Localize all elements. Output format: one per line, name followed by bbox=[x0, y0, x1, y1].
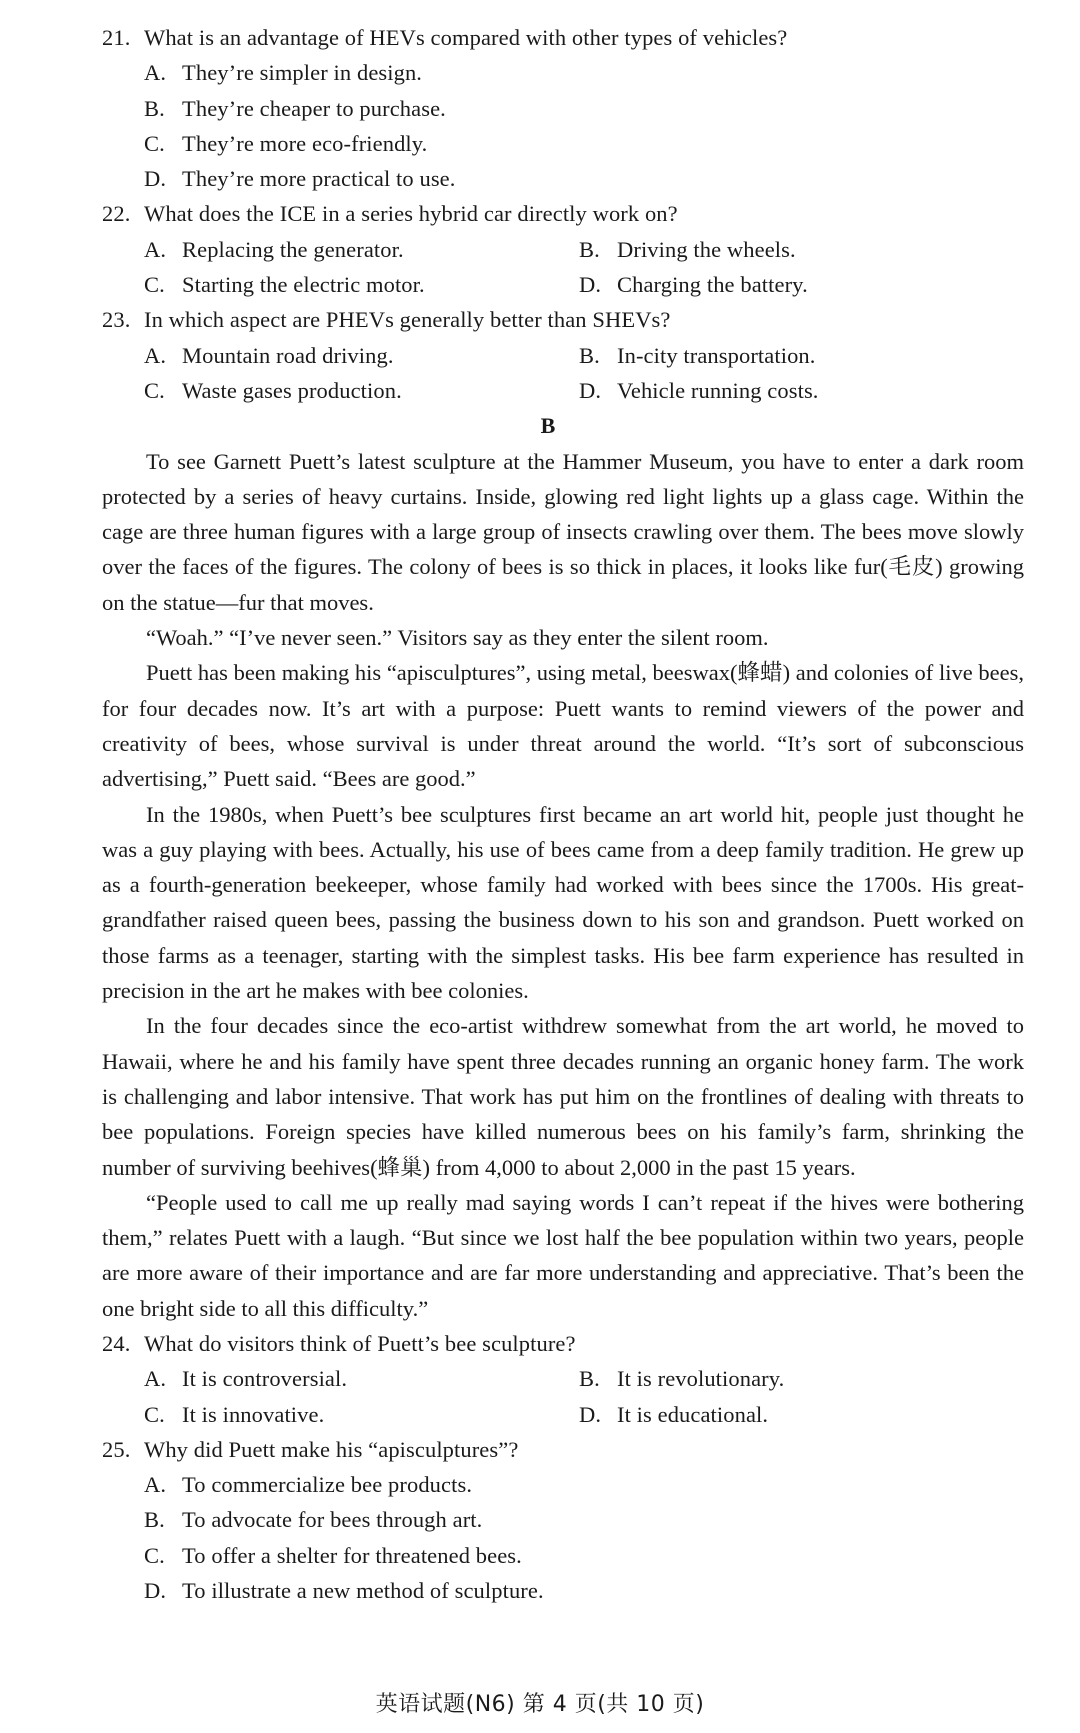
question-number: 25. bbox=[102, 1436, 131, 1462]
question-stem bbox=[102, 196, 1024, 231]
question-text: What do visitors think of Puett’s bee sculpture? bbox=[144, 1330, 576, 1356]
question-text: What is an advantage of HEVs compared with other types of vehicles? bbox=[144, 25, 788, 50]
question-stem bbox=[102, 1326, 1024, 1361]
question-23 bbox=[102, 302, 1024, 408]
footer-text: 英语试题(N6) 第 4 页(共 10 页) bbox=[375, 1692, 705, 1717]
options-row bbox=[102, 232, 1024, 267]
option-b[interactable]: B. It is revolutionary. bbox=[579, 1366, 785, 1392]
section-b-title: B bbox=[540, 413, 556, 439]
question-number: 21. bbox=[102, 25, 131, 50]
option-c[interactable]: C. To offer a shelter for threatened bees. bbox=[144, 1542, 522, 1568]
question-number: 23. bbox=[102, 307, 131, 333]
option-b[interactable]: B. In-city transportation. bbox=[579, 342, 816, 368]
options-row bbox=[102, 1361, 1024, 1396]
question-25 bbox=[102, 1432, 1024, 1608]
question-22 bbox=[102, 196, 1024, 302]
options-row bbox=[102, 338, 1024, 373]
passage-paragraph: “Woah.” “I’ve never seen.” Visitors say as they enter the silent room. bbox=[146, 625, 769, 651]
page-footer bbox=[0, 1687, 1080, 1718]
passage-paragraph: Puett has been making his “apisculptures”, using metal, beeswax(蜂蜡) and colonies of live bees, for four decades now. It’s art with a purpose: Puett wants to remind viewers of the power and creativity of bees, whose survival is under threat around the world. “It’s sort of subconscious advertising,” Puett said. “Bees are good.” bbox=[102, 660, 1024, 792]
question-stem bbox=[102, 302, 1024, 337]
options-row bbox=[102, 267, 1024, 302]
option-a[interactable]: A. Replacing the generator. bbox=[144, 236, 404, 262]
question-text: What does the ICE in a series hybrid car directly work on? bbox=[144, 201, 678, 227]
option-a[interactable]: A. It is controversial. bbox=[144, 1366, 348, 1392]
option-b[interactable]: B. To advocate for bees through art. bbox=[144, 1507, 483, 1533]
question-number: 22. bbox=[102, 201, 131, 227]
option-c[interactable]: C. It is innovative. bbox=[144, 1401, 325, 1427]
passage-paragraph: In the 1980s, when Puett’s bee sculptures first became an art world hit, people just thought he was a guy playing with bees. Actually, his use of bees came from a deep family tradition. He grew up as a fourth-generation beekeeper, whose family had worked with bees since the 1700s. His great-grandfather raised queen bees, passing the business down to his son and grandson. Puett worked on those farms as a teenager, starting with the simplest tasks. His bee farm experience has resulted in precision in the art he makes with bee colonies. bbox=[102, 801, 1024, 1004]
option-a[interactable]: A. Mountain road driving. bbox=[144, 342, 394, 368]
option-d[interactable]: D. They’re more practical to use. bbox=[144, 166, 456, 192]
question-text: Why did Puett make his “apisculptures”? bbox=[144, 1436, 519, 1462]
question-text: In which aspect are PHEVs generally better than SHEVs? bbox=[144, 307, 671, 333]
options-row bbox=[102, 373, 1024, 408]
question-stem bbox=[102, 20, 1024, 55]
option-d[interactable]: D. Charging the battery. bbox=[579, 272, 808, 298]
exam-page bbox=[102, 20, 1024, 1608]
options-row bbox=[102, 1397, 1024, 1432]
passage-paragraph: In the four decades since the eco-artist withdrew somewhat from the art world, he moved to Hawaii, where he and his family have spent three decades running an organic honey farm. The work is challenging and labor intensive. That work has put him on the frontlines of dealing with threats to bee populations. Foreign species have killed numerous bees on his family’s farm, shrinking the number of surviving beehives(蜂巢) from 4,000 to about 2,000 in the past 15 years. bbox=[102, 1013, 1024, 1180]
passage-paragraph: To see Garnett Puett’s latest sculpture at the Hammer Museum, you have to enter a dark room protected by a series of heavy curtains. Inside, glowing red light lights up a glass cage. Within the cage are three human figures with a large group of insects crawling over them. The bees move slowly over the faces of the figures. The colony of bees is so thick in places, it looks like fur(毛皮) growing on the statue—fur that moves. bbox=[102, 448, 1024, 615]
option-c[interactable]: C. Waste gases production. bbox=[144, 377, 402, 403]
option-b[interactable]: B. Driving the wheels. bbox=[579, 236, 796, 262]
passage-paragraph: “People used to call me up really mad saying words I can’t repeat if the hives were bothering them,” relates Puett with a laugh. “But since we lost half the bee population within two years, people are more aware of their importance and are far more understanding and appreciative. That’s been the one bright side to all this difficulty.” bbox=[102, 1189, 1024, 1321]
option-c[interactable]: C. They’re more eco-friendly. bbox=[144, 130, 428, 156]
option-d[interactable]: D. To illustrate a new method of sculpture. bbox=[144, 1578, 544, 1604]
option-a[interactable]: A. To commercialize bee products. bbox=[144, 1472, 473, 1498]
option-d[interactable]: D. Vehicle running costs. bbox=[579, 377, 819, 403]
option-a[interactable]: A. They’re simpler in design. bbox=[144, 60, 423, 86]
option-b[interactable]: B. They’re cheaper to purchase. bbox=[144, 95, 446, 121]
question-stem bbox=[102, 1432, 1024, 1467]
option-d[interactable]: D. It is educational. bbox=[579, 1401, 769, 1427]
question-21 bbox=[102, 20, 1024, 196]
passage-b bbox=[102, 444, 1024, 1326]
question-24 bbox=[102, 1326, 1024, 1432]
question-number: 24. bbox=[102, 1330, 131, 1356]
option-c[interactable]: C. Starting the electric motor. bbox=[144, 272, 425, 298]
